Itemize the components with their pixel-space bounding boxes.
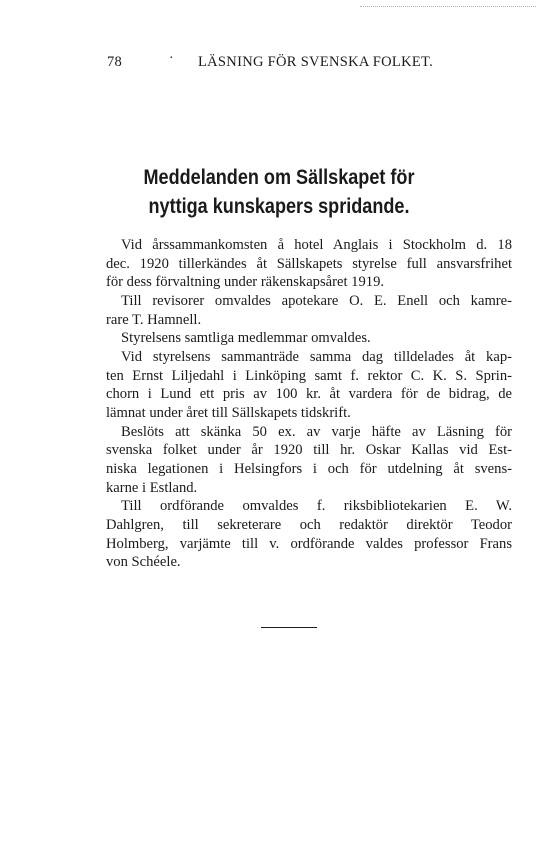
body-line: Dahlgren, till sekreterare och redaktör direktör Teodor: [106, 516, 512, 533]
article-body: [106, 236, 512, 572]
body-line: Beslöts att skänka 50 ex. av varje häfte av Läsning för: [121, 423, 512, 440]
body-line: Till revisorer omvaldes apotekare O. E. Enell och kamre-: [121, 292, 512, 309]
body-line: Vid årssammankomsten å hotel Anglais i Stockholm d. 18: [121, 237, 512, 253]
body-line: karne i Estland.: [106, 479, 198, 496]
page-number: 78: [107, 54, 123, 70]
body-line: dec. 1920 tillerkändes åt Sällskapets styrelse full ansvarsfrihet: [106, 255, 512, 272]
body-line: lämnat under året till Sällskapets tidskrift.: [106, 404, 351, 421]
body-line: Styrelsens samtliga medlemmar omvaldes.: [121, 330, 371, 347]
body-line: von Schéele.: [106, 554, 181, 571]
body-line: Till ordförande omvaldes f. riksbibliotekarien E. W.: [121, 498, 512, 515]
body-line: niska legationen i Helsingfors i och för utdelning åt svens-: [106, 460, 512, 477]
header-separator: ·: [169, 51, 174, 66]
article-title: [125, 163, 433, 221]
body-line: ten Ernst Liljedahl i Linköping samt f. rektor C. K. S. Sprin-: [106, 367, 512, 384]
article-title-line: nyttiga kunskapers spridande.: [148, 195, 410, 218]
running-title: LÄSNING FÖR SVENSKA FOLKET.: [198, 54, 434, 70]
end-of-article-rule: [261, 627, 317, 628]
body-line: för dess förvaltning under räkenskapsåret 1919.: [106, 274, 385, 291]
body-line: chorn i Lund ett pris av 100 kr. åt vardera för de bidrag, de: [106, 386, 512, 403]
article-title-line: Meddelanden om Sällskapet för: [143, 166, 415, 189]
body-line: Vid styrelsens sammanträde samma dag tilldelades åt kap-: [121, 348, 512, 365]
running-header: [107, 51, 447, 72]
body-line: svenska folket under år 1920 till hr. Oskar Kallas vid Est-: [106, 442, 512, 459]
body-line: Holmberg, varjämte till v. ordförande valdes professor Frans: [106, 535, 512, 552]
scan-edge-rule: [360, 6, 536, 7]
body-line: rare T. Hamnell.: [106, 311, 202, 328]
